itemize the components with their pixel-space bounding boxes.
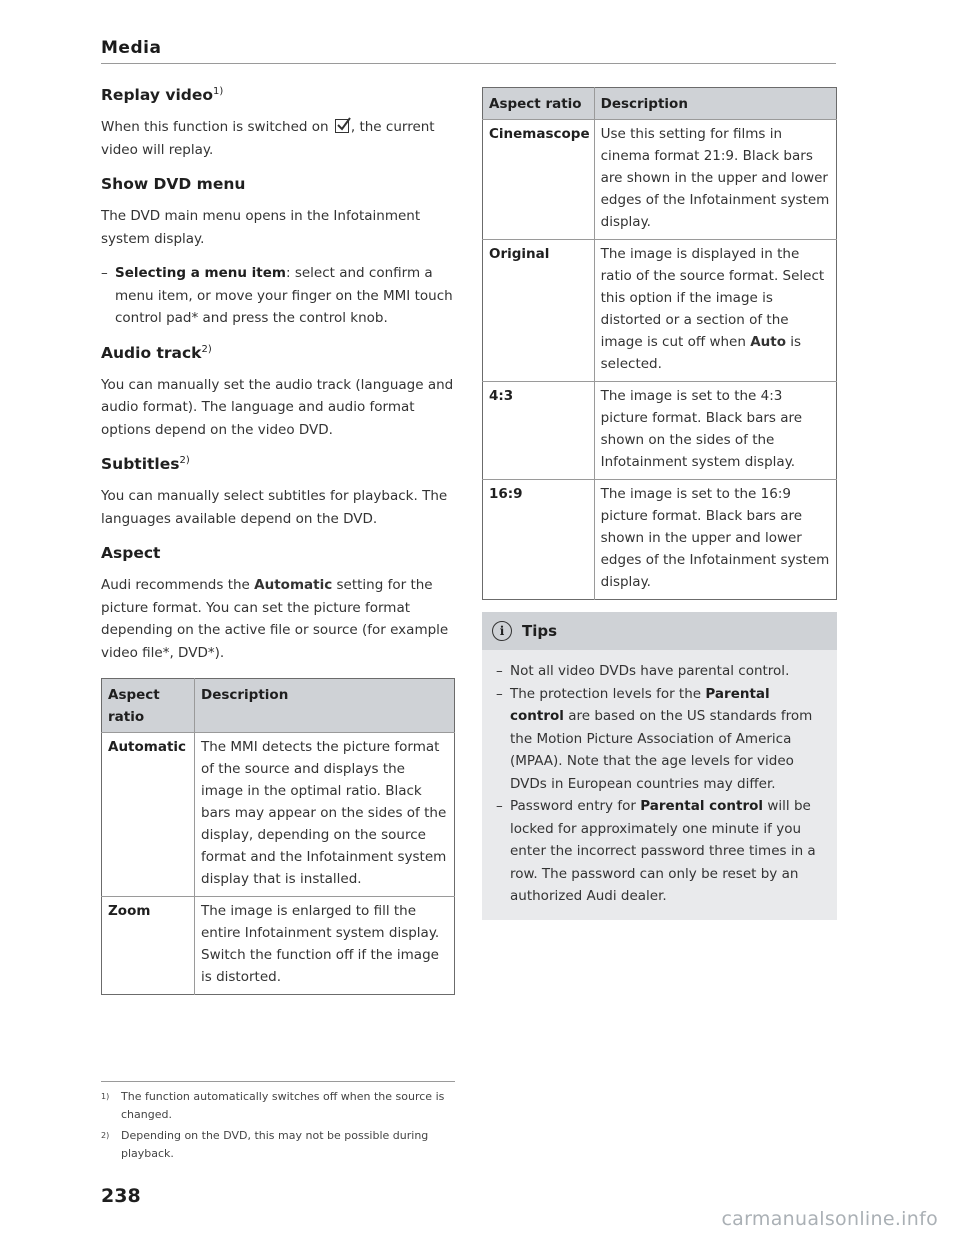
dvd-menu-text: The DVD main menu opens in the Infotainment system display. [101, 208, 421, 247]
table-row [483, 480, 837, 600]
dvd-menu-heading: Show DVD menu [101, 175, 246, 193]
aspect-heading: Aspect [101, 544, 161, 562]
footnotes [101, 1081, 455, 1166]
tips-box [482, 612, 837, 920]
aspect-text: Audi recommends the Automatic setting for the picture format. You can set the picture format depending on the active file or source (for example video file*, DVD*). [101, 577, 449, 661]
table-row [102, 733, 455, 897]
tip-item: – Not all video DVDs have parental control. [496, 663, 790, 679]
row-description: The MMI detects the picture format of the source and displays the image in the optimal ratio. Black bars may appear on the sides of the display, depending on the source format and the Infotainment system display that is installed. [195, 733, 455, 897]
replay-video-text: When this function is switched on , the current video will replay. [101, 119, 435, 158]
page-number: 238 [101, 1185, 141, 1207]
tip-item: – The protection levels for the Parental control are based on the US standards from the Motion Picture Association of America (MPAA). Note that the age levels for video DVDs in European countries may differ. [496, 685, 813, 792]
audio-track-heading: Audio track$^{2)}$ [101, 343, 212, 362]
table-row [483, 240, 837, 382]
section-title: Media [101, 38, 162, 58]
table-header-aspect: Aspect ratio [483, 88, 595, 120]
watermark: carmanualsonline.info [721, 1208, 938, 1230]
audio-track-text: You can manually set the audio track (language and audio format). The language and audio format options depend on the video DVD. [101, 376, 454, 438]
row-description: Use this setting for films in cinema format 21:9. Black bars are shown in the upper and lower edges of the Infotainment system display. [594, 120, 836, 240]
replay-video-heading: Replay video$^{1)}$ [101, 86, 224, 104]
checkbox-checked-icon [335, 119, 349, 133]
row-description: The image is set to the 16:9 picture format. Black bars are shown in the upper and lower edges of the Infotainment system display. [594, 480, 836, 600]
row-description: The image is displayed in the ratio of the source format. Select this option if the image is distorted or a section of the image is cut off when Auto is selected. [594, 240, 836, 382]
subtitles-text: You can manually select subtitles for playback. The languages available depend on the DVD. [101, 488, 448, 527]
info-icon: i [492, 621, 512, 641]
table-row [483, 120, 837, 240]
table-header-aspect: Aspect ratio [102, 679, 195, 733]
table-row [102, 897, 455, 995]
tips-body [482, 650, 837, 920]
table-row [483, 382, 837, 480]
left-column [101, 84, 455, 995]
menu-item-bullet: – Selecting a menu item: select and confirm a menu item, or move your finger on the MMI touch control pad* and press the control knob. [101, 265, 453, 326]
row-label: Cinemascope [483, 120, 595, 240]
tips-header [482, 612, 837, 650]
row-label: Automatic [102, 733, 195, 897]
row-label: 4:3 [483, 382, 595, 480]
row-description: The image is enlarged to fill the entire Infotainment system display. Switch the function off if the image is distorted. [195, 897, 455, 995]
row-label: Original [483, 240, 595, 382]
footnote-divider [101, 1081, 455, 1082]
right-column [482, 87, 837, 920]
table-header-description: Description [594, 88, 836, 120]
table-header-description: Description [195, 679, 455, 733]
aspect-table-left [101, 678, 455, 995]
row-label: Zoom [102, 897, 195, 995]
header-divider [101, 63, 836, 64]
footnote: $^{2)}$ Depending on the DVD, this may not be possible during playback. [101, 1129, 429, 1160]
tips-title: Tips [522, 622, 558, 640]
row-label: 16:9 [483, 480, 595, 600]
aspect-table-right [482, 87, 837, 600]
subtitles-heading: Subtitles$^{2)}$ [101, 455, 190, 473]
footnote: $^{1)}$ The function automatically switches off when the source is changed. [101, 1090, 445, 1121]
tip-item: – Password entry for Parental control will be locked for approximately one minute if you enter the incorrect password three times in a row. The password can only be reset by an authorized Audi dealer. [496, 798, 816, 904]
row-description: The image is set to the 4:3 picture format. Black bars are shown on the sides of the Infotainment system display. [594, 382, 836, 480]
